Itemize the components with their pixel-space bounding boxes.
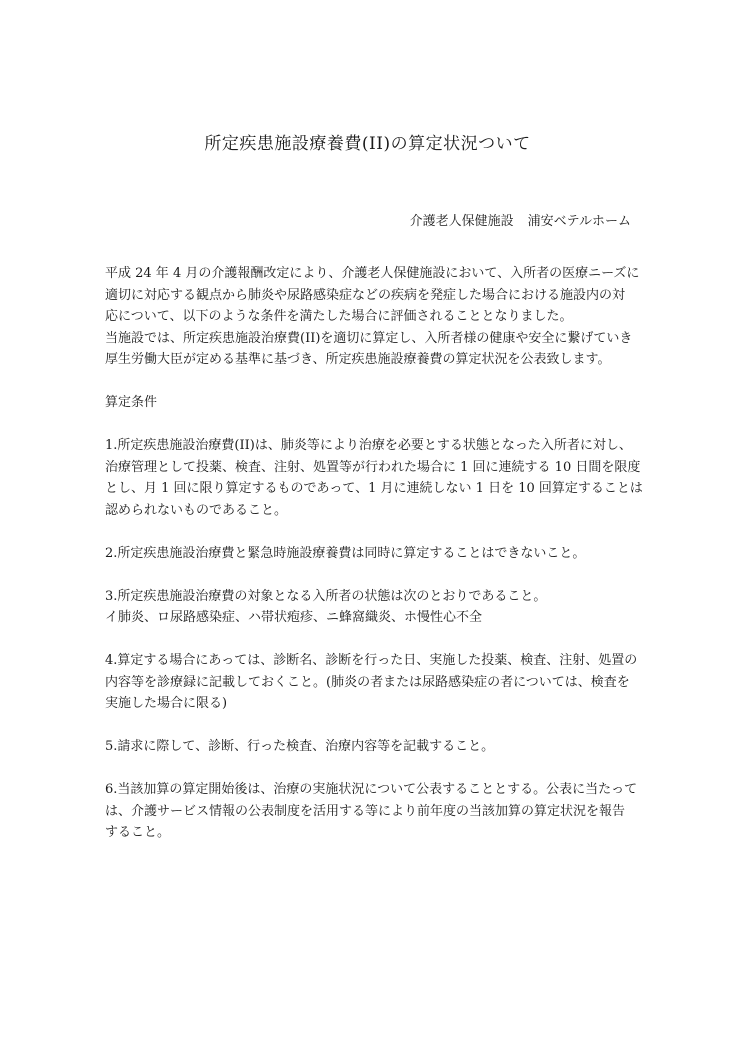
intro-line: 平成 24 年 4 月の介護報酬改定により、介護老人保健施設において、入所者の医療ニーズに <box>105 266 640 281</box>
intro-line: 厚生労働大臣が定める基準に基づき、所定疾患施設療養費の算定状況を公表致します。 <box>105 352 611 367</box>
spacer <box>105 414 633 436</box>
spacer <box>105 564 633 586</box>
author-line <box>410 212 631 232</box>
condition-line: 1.所定疾患施設治療費(II)は、肺炎等により治療を必要とする状態となった入所者に対し、 <box>105 438 632 453</box>
author-facility-name: 浦安ベテルホーム <box>527 214 631 229</box>
condition-item-6 <box>105 779 638 844</box>
condition-line: 4.算定する場合にあっては、診断名、診断を行った日、実施した投薬、検査、注射、処置の <box>105 653 638 668</box>
condition-item-3 <box>105 586 633 629</box>
condition-line: 内容等を診療録に記載しておくこと。(肺炎の者または尿路感染症の者については、検査を <box>105 674 630 690</box>
condition-item-5 <box>105 736 633 758</box>
condition-line: 2.所定疾患施設治療費と緊急時施設療養費は同時に算定することはできないこと。 <box>105 545 586 561</box>
condition-line: 6.当該加算の算定開始後は、治療の実施状況について公表することとする。公表に当たって <box>105 782 638 797</box>
author-organization: 介護老人保健施設 <box>409 214 514 229</box>
condition-line: 実施した場合に限る) <box>105 696 228 711</box>
intro-paragraph <box>105 263 640 371</box>
spacer <box>105 371 633 393</box>
condition-line: 3.所定疾患施設治療費の対象となる入所者の状態は次のとおりであること。 <box>105 588 547 604</box>
document-body <box>105 263 643 844</box>
document-title: 所定疾患施設療養費(II)の算定状況ついて <box>204 134 531 154</box>
condition-line: 治療管理として投薬、検査、注射、処置等が行われた場合に 1 回に連続する 10 日間を限度 <box>105 459 641 475</box>
intro-line: 適切に対応する観点から肺炎や尿路感染症などの疾病を発症した場合における施設内の対 <box>105 287 626 303</box>
condition-item-2 <box>105 543 633 565</box>
condition-line: とし、月 1 回に限り算定するものであって、1 月に連続しない 1 日を 10 回算定することは <box>105 481 643 496</box>
condition-item-1 <box>105 435 643 521</box>
spacer <box>105 758 633 780</box>
condition-line: 5.請求に際して、診断、行った検査、治療内容等を記載すること。 <box>105 739 495 754</box>
spacer <box>105 521 633 543</box>
intro-line: 当施設では、所定疾患施設治療費(II)を適切に算定し、入所者様の健康や安全に繋げていき <box>105 330 633 346</box>
intro-line: 応について、以下のような条件を満たした場合に評価されることとなりました。 <box>105 309 573 324</box>
condition-line: すること。 <box>105 825 171 840</box>
condition-line: イ肺炎、ロ尿路感染症、ハ帯状疱疹、ニ蜂窩織炎、ホ慢性心不全 <box>105 610 483 625</box>
condition-item-4 <box>105 650 638 715</box>
conditions-heading: 算定条件 <box>105 395 158 410</box>
spacer <box>105 629 633 651</box>
condition-line: 認められないものであること。 <box>105 502 288 518</box>
condition-line: は、介護サービス情報の公表制度を活用する等により前年度の当該加算の算定状況を報告 <box>105 803 626 819</box>
spacer <box>105 715 633 737</box>
